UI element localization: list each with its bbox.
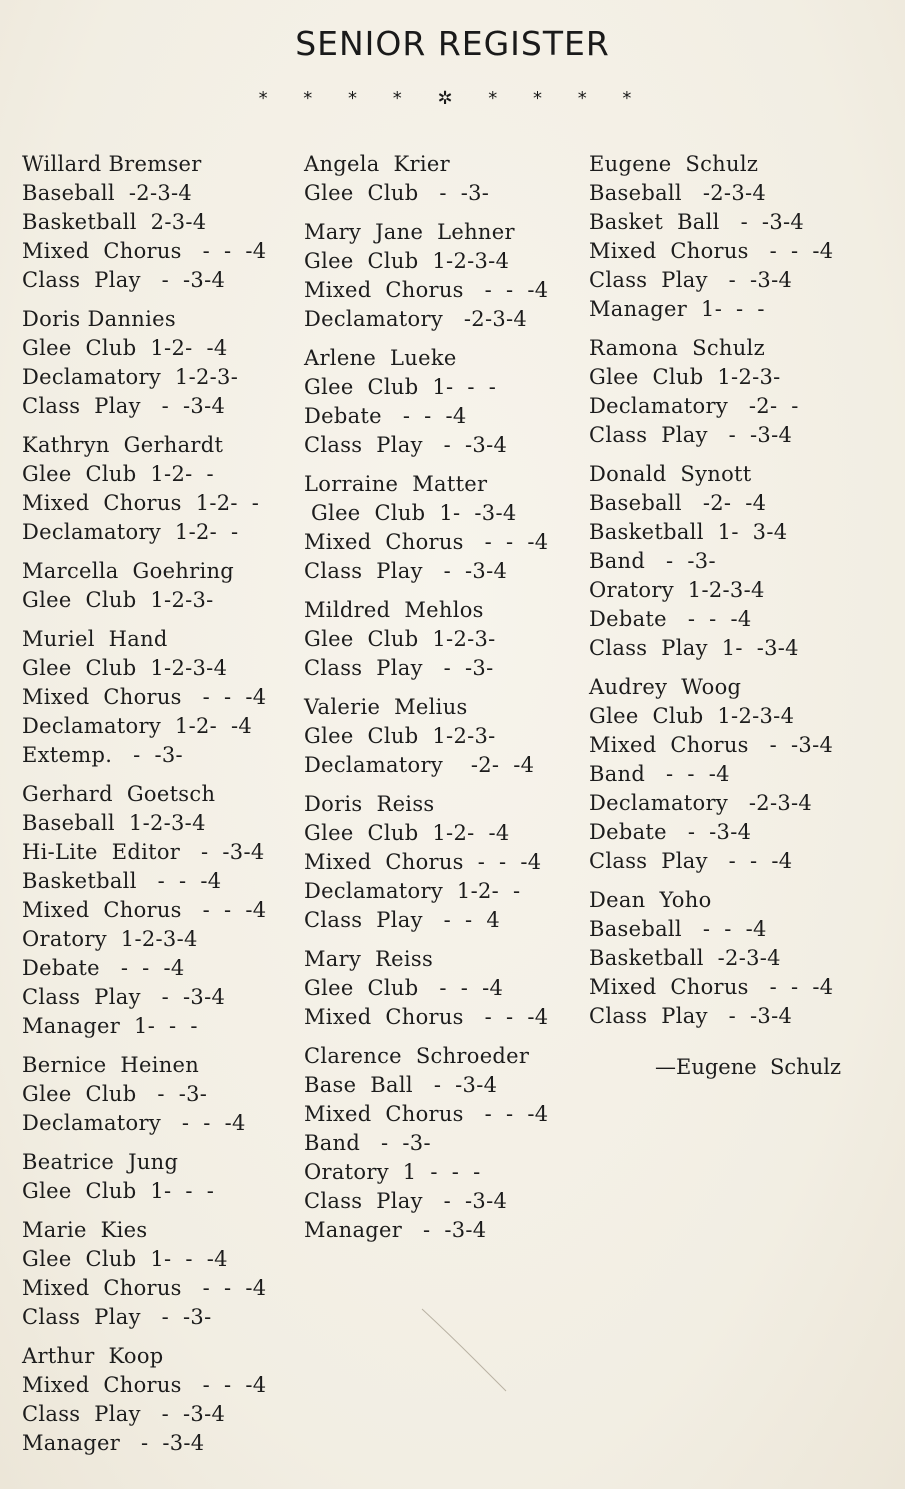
activity-line: Class Play - - -4 xyxy=(589,849,793,873)
activity-line: Manager 1- - - xyxy=(589,297,765,321)
activity-line: Baseball -2-3-4 xyxy=(22,181,193,205)
register-entry xyxy=(22,625,312,770)
column-3 xyxy=(589,150,879,1082)
activity-line: Glee Club 1-2-3- xyxy=(304,724,496,748)
activity-line: Band - -3- xyxy=(589,549,716,573)
activity-line: Declamatory -2- - xyxy=(589,394,799,418)
register-entry xyxy=(22,305,312,421)
activity-line: Baseball -2-3-4 xyxy=(589,181,767,205)
activity-line: Mixed Chorus - - -4 xyxy=(22,1276,267,1300)
activity-line: Class Play - -3-4 xyxy=(304,559,508,583)
activity-line: Mixed Chorus - - -4 xyxy=(22,898,267,922)
activity-line: Mixed Chorus - - -4 xyxy=(304,530,549,554)
activity-line: Declamatory -2- -4 xyxy=(304,753,535,777)
activity-line: Glee Club 1-2-3-4 xyxy=(304,249,510,273)
student-name: Clarence Schroeder xyxy=(304,1044,530,1068)
register-entry xyxy=(22,1342,312,1458)
student-name: Mildred Mehlos xyxy=(304,598,484,622)
activity-line: Mixed Chorus - - -4 xyxy=(304,1005,549,1029)
student-name: Beatrice Jung xyxy=(22,1150,179,1174)
register-entry xyxy=(304,1042,594,1245)
activity-line: Declamatory 1-2- - xyxy=(22,520,239,544)
register-entry xyxy=(304,790,594,935)
activity-line: Declamatory 1-2- -4 xyxy=(22,714,253,738)
activity-line: Class Play - -3-4 xyxy=(589,268,793,292)
author-signature: —Eugene Schulz xyxy=(655,1055,842,1079)
activity-line: Glee Club 1-2-3- xyxy=(589,365,781,389)
student-name: Marie Kies xyxy=(22,1218,148,1242)
activity-line: Base Ball - -3-4 xyxy=(304,1073,498,1097)
register-entry xyxy=(304,596,594,683)
student-name: Doris Dannies xyxy=(22,307,176,331)
activity-line: Class Play - -3-4 xyxy=(22,394,226,418)
activity-line: Manager - -3-4 xyxy=(304,1218,487,1242)
register-entry xyxy=(589,150,879,324)
register-entry xyxy=(22,557,312,615)
student-name: Audrey Woog xyxy=(589,675,742,699)
student-name: Lorraine Matter xyxy=(304,472,488,496)
activity-line: Class Play - -3-4 xyxy=(304,1189,508,1213)
activity-line: Oratory 1-2-3-4 xyxy=(589,578,765,602)
activity-line: Mixed Chorus 1-2- - xyxy=(22,491,260,515)
register-entry xyxy=(304,945,594,1032)
student-name: Muriel Hand xyxy=(22,627,168,651)
register-entry xyxy=(589,334,879,450)
activity-line: Glee Club 1- - - xyxy=(22,1179,215,1203)
student-name: Mary Reiss xyxy=(304,947,434,971)
column-2 xyxy=(304,150,594,1255)
activity-line: Oratory 1-2-3-4 xyxy=(22,927,198,951)
activity-line: Mixed Chorus - - -4 xyxy=(22,239,267,263)
student-name: Kathryn Gerhardt xyxy=(22,433,224,457)
activity-line: Baseball 1-2-3-4 xyxy=(22,811,206,835)
paper-crease-mark xyxy=(420,1305,510,1395)
activity-line: Extemp. - -3- xyxy=(22,743,183,767)
activity-line: Basket Ball - -3-4 xyxy=(589,210,805,234)
page-title: SENIOR REGISTER xyxy=(295,24,610,63)
student-name: Arthur Koop xyxy=(22,1344,164,1368)
activity-line: Declamatory -2-3-4 xyxy=(304,307,528,331)
activity-line: Manager - -3-4 xyxy=(22,1431,205,1455)
activity-line: Basketball 2-3-4 xyxy=(22,210,207,234)
student-name: Eugene Schulz xyxy=(589,152,759,176)
student-name: Dean Yoho xyxy=(589,888,712,912)
register-entry xyxy=(589,886,879,1031)
register-entry xyxy=(304,344,594,460)
activity-line: Oratory 1 - - - xyxy=(304,1160,481,1184)
activity-line: Glee Club 1-2- -4 xyxy=(304,821,510,845)
register-entry xyxy=(22,1051,312,1138)
student-name: Arlene Lueke xyxy=(304,346,457,370)
activity-line: Glee Club 1-2-3-4 xyxy=(22,656,228,680)
student-name: Doris Reiss xyxy=(304,792,435,816)
activity-line: Declamatory 1-2- - xyxy=(304,879,521,903)
activity-line: Class Play - -3-4 xyxy=(22,1402,226,1426)
activity-line: Glee Club 1-2-3- xyxy=(304,627,496,651)
activity-line: Glee Club 1-2-3- xyxy=(22,588,214,612)
register-entry xyxy=(22,780,312,1041)
activity-line: Baseball - - -4 xyxy=(589,917,767,941)
activity-line: Class Play - -3- xyxy=(304,656,494,680)
student-name: Mary Jane Lehner xyxy=(304,220,515,244)
register-entry xyxy=(22,431,312,547)
activity-line: Band - - -4 xyxy=(589,762,730,786)
activity-line: Glee Club 1-2- -4 xyxy=(22,336,228,360)
activity-line: Mixed Chorus - - -4 xyxy=(304,850,542,874)
activity-line: Declamatory - - -4 xyxy=(22,1111,246,1135)
register-entry xyxy=(304,470,594,586)
activity-line: Glee Club 1-2- - xyxy=(22,462,214,486)
register-entry xyxy=(304,693,594,780)
activity-line: Glee Club - - -4 xyxy=(304,976,504,1000)
ornament-divider: * * * * ✲ * * * * xyxy=(258,88,647,109)
activity-line: Debate - - -4 xyxy=(22,956,185,980)
student-name: Donald Synott xyxy=(589,462,752,486)
activity-line: Class Play - - 4 xyxy=(304,908,501,932)
student-name: Ramona Schulz xyxy=(589,336,765,360)
activity-line: Glee Club - -3- xyxy=(304,181,490,205)
activity-line: Class Play - -3-4 xyxy=(589,1004,793,1028)
register-entry xyxy=(589,460,879,663)
activity-line: Glee Club 1- - -4 xyxy=(22,1247,228,1271)
activity-line: Debate - - -4 xyxy=(589,607,752,631)
activity-line: Class Play - -3- xyxy=(22,1305,212,1329)
register-entry xyxy=(304,150,594,208)
activity-line: Mixed Chorus - - -4 xyxy=(22,1373,267,1397)
activity-line: Class Play - -3-4 xyxy=(22,268,226,292)
activity-line: Basketball 1- 3-4 xyxy=(589,520,788,544)
activity-line: Debate - - -4 xyxy=(304,404,467,428)
register-entry xyxy=(22,1216,312,1332)
activity-line: Mixed Chorus - - -4 xyxy=(22,685,267,709)
student-name: Marcella Goehring xyxy=(22,559,235,583)
activity-line: Mixed Chorus - - -4 xyxy=(589,239,834,263)
student-name: Bernice Heinen xyxy=(22,1053,200,1077)
activity-line: Declamatory -2-3-4 xyxy=(589,791,813,815)
activity-line: Glee Club 1- -3-4 xyxy=(304,501,517,525)
register-entry xyxy=(22,150,312,295)
student-name: Willard Bremser xyxy=(22,152,202,176)
activity-line: Manager 1- - - xyxy=(22,1014,198,1038)
activity-line: Basketball - - -4 xyxy=(22,869,222,893)
register-entry xyxy=(22,1148,312,1206)
student-name: Valerie Melius xyxy=(304,695,468,719)
activity-line: Baseball -2- -4 xyxy=(589,491,767,515)
activity-line: Debate - -3-4 xyxy=(589,820,752,844)
activity-line: Class Play 1- -3-4 xyxy=(589,636,799,660)
activity-line: Class Play - -3-4 xyxy=(22,985,226,1009)
student-name: Gerhard Goetsch xyxy=(22,782,216,806)
register-entry xyxy=(304,218,594,334)
activity-line: Glee Club 1-2-3-4 xyxy=(589,704,795,728)
activity-line: Mixed Chorus - - -4 xyxy=(304,278,549,302)
activity-line: Class Play - -3-4 xyxy=(589,423,793,447)
activity-line: Band - -3- xyxy=(304,1131,431,1155)
activity-line: Declamatory 1-2-3- xyxy=(22,365,239,389)
activity-line: Class Play - -3-4 xyxy=(304,433,508,457)
activity-line: Glee Club 1- - - xyxy=(304,375,497,399)
activity-line: Mixed Chorus - - -4 xyxy=(589,975,834,999)
activity-line: Mixed Chorus - - -4 xyxy=(304,1102,549,1126)
register-entry xyxy=(589,673,879,876)
student-name: Angela Krier xyxy=(304,152,450,176)
activity-line: Basketball -2-3-4 xyxy=(589,946,781,970)
activity-line: Mixed Chorus - -3-4 xyxy=(589,733,834,757)
activity-line: Hi-Lite Editor - -3-4 xyxy=(22,840,265,864)
column-1 xyxy=(22,150,312,1468)
activity-line: Glee Club - -3- xyxy=(22,1082,208,1106)
